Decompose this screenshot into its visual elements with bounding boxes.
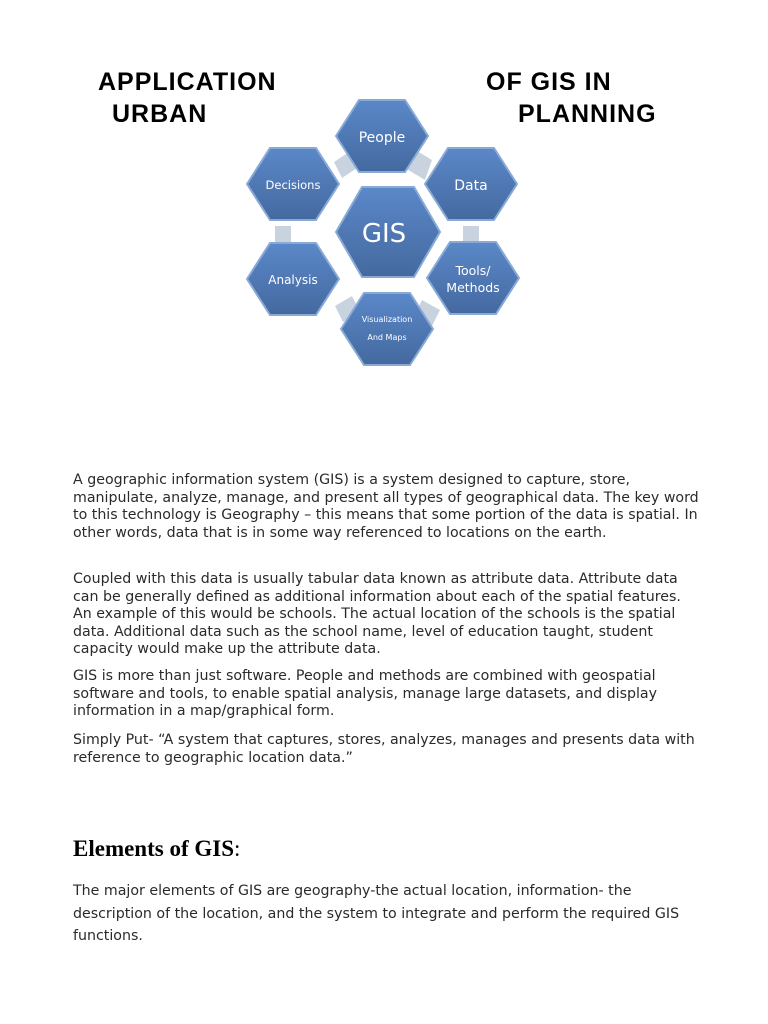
hex-tools-methods (427, 242, 519, 314)
paragraph-simply-put: Simply Put- “A system that captures, stores, analyzes, manages and presents data with reference to geographic location data.” (73, 732, 695, 766)
hex-center-label: GIS (361, 219, 407, 249)
hex-people-label: People (358, 130, 406, 146)
hex-analysis (247, 243, 339, 315)
hex-decisions-label: Decisions (265, 178, 321, 192)
hex-decisions (247, 148, 339, 220)
title-line2-right: PLANNING (518, 100, 657, 128)
hex-data (425, 148, 517, 220)
gis-hexagon-diagram (0, 0, 768, 400)
title-line2-left: URBAN (112, 100, 208, 128)
hex-visualization-label-line1: Visualization (361, 315, 413, 324)
elements-heading-text: Elements of GIS (73, 836, 234, 861)
paragraph-more-than-software: GIS is more than just software. People and methods are combined with geospatial software and tools, to enable spatial analysis, manage large datasets, and display information in a map/graphical form. (73, 668, 658, 720)
hex-analysis-label: Analysis (268, 273, 318, 287)
paragraph-gis-definition: A geographic information system (GIS) is a system designed to capture, store, manipulate, analyze, manage, and present all types of geographical data. The key word to this technology is Geography – this means that some portion of the data is spatial. In other words, data that is in some way referenced to locations on the earth. (73, 472, 699, 541)
hex-tools-label-line1: Tools/ (455, 263, 491, 278)
paragraph-attribute-data: Coupled with this data is usually tabular data known as attribute data. Attribute data can be generally defined as additional information about each of the spatial features. An example of this would be schools. The actual location of the schools is the spatial data. Additional data such as the school name, level of education taught, student capacity would make up the attribute data. (73, 571, 681, 658)
gis-diagram-svg (0, 0, 768, 400)
hex-data-label: Data (454, 178, 488, 194)
title-line1-right: OF GIS IN (486, 68, 612, 96)
hex-center (336, 187, 440, 277)
title-line1-left: APPLICATION (98, 68, 277, 96)
paragraph-elements: The major elements of GIS are geography-the actual location, information- the description of the location, and the system to integrate and perform the required GIS functions. (73, 883, 680, 944)
elements-heading (73, 836, 240, 862)
elements-heading-colon: : (234, 836, 241, 861)
hex-visualization-label-line2: And Maps (367, 333, 407, 342)
hex-tools-label-line2: Methods (446, 280, 500, 295)
